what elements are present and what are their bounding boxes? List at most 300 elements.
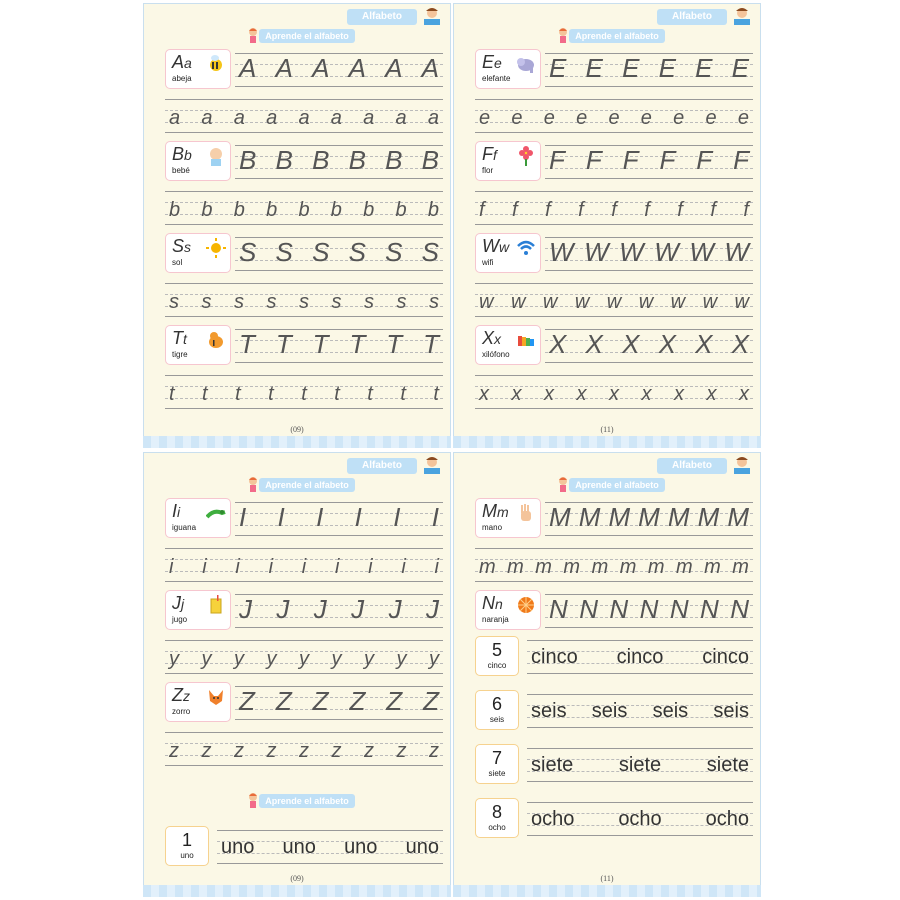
trace-letter: t xyxy=(301,383,307,405)
letter-card xyxy=(165,498,231,538)
handwriting-lines xyxy=(475,191,753,225)
trace-letter: T xyxy=(386,329,403,359)
trace-letter: N xyxy=(639,594,659,624)
subtitle-ribbon: Aprende el alfabeto xyxy=(259,29,355,43)
trace-letter: s xyxy=(299,291,309,313)
trace-letter: t xyxy=(367,383,373,405)
page-bottom-border xyxy=(143,436,451,448)
trace-letter: b xyxy=(298,199,310,221)
lowercase-row xyxy=(453,279,761,325)
number-card xyxy=(475,744,519,784)
letter-word: bebé xyxy=(172,166,190,175)
trace-letter: S xyxy=(421,237,439,267)
letter-row xyxy=(453,590,761,636)
handwriting-lines xyxy=(527,640,753,674)
letter-pair: Bb xyxy=(172,144,192,164)
trace-letter: b xyxy=(266,199,278,221)
trace-letter: B xyxy=(239,145,257,175)
trace-letter: m xyxy=(619,556,637,578)
trace-word: uno xyxy=(282,836,316,858)
letter-row xyxy=(453,325,761,371)
trace-letter: W xyxy=(619,237,644,267)
trace-word: siete xyxy=(706,754,749,776)
letter-pair: Ii xyxy=(172,501,181,521)
trace-letter: y xyxy=(429,648,439,670)
trace-letter: m xyxy=(704,556,721,578)
trace-letter: i xyxy=(334,556,340,578)
trace-letter: X xyxy=(658,329,676,359)
xylophone-icon xyxy=(516,330,536,350)
trace-letter: a xyxy=(201,107,213,129)
trace-letter: J xyxy=(276,594,290,624)
trace-letter: N xyxy=(700,594,719,624)
trace-letter: B xyxy=(312,145,330,175)
trace-letter: J xyxy=(425,594,439,624)
letter-card xyxy=(475,325,541,365)
letter-card xyxy=(165,233,231,273)
tracing-letters[interactable] xyxy=(545,592,753,626)
trace-letter: f xyxy=(512,199,518,221)
letter-card xyxy=(165,590,231,630)
tracing-letters[interactable] xyxy=(475,101,753,135)
trace-letter: s xyxy=(201,291,212,313)
trace-letter: y xyxy=(396,648,407,670)
tracing-letters[interactable] xyxy=(235,327,443,361)
trace-letter: s xyxy=(266,291,277,313)
trace-word: seis xyxy=(531,700,567,722)
alphabet-ribbon: Alfabeto xyxy=(657,9,727,25)
trace-letter: F xyxy=(622,145,639,175)
trace-letter: T xyxy=(239,329,255,359)
trace-letter: M xyxy=(608,502,631,532)
handwriting-lines xyxy=(527,748,753,782)
trace-letter: m xyxy=(675,556,693,578)
tracing-words[interactable] xyxy=(527,640,753,674)
trace-letter: x xyxy=(544,383,554,405)
tracing-letters[interactable] xyxy=(545,51,753,85)
trace-letter: a xyxy=(427,107,439,129)
tracing-letters[interactable] xyxy=(235,143,443,177)
trace-letter: M xyxy=(667,502,690,532)
letter-word: naranja xyxy=(482,615,509,624)
tracing-letters[interactable] xyxy=(165,642,443,676)
letter-card xyxy=(475,141,541,181)
trace-letter: m xyxy=(591,556,609,578)
fox-icon xyxy=(206,687,226,707)
trace-letter: i xyxy=(434,556,439,578)
bee-icon xyxy=(206,54,226,74)
trace-letter: e xyxy=(608,107,620,129)
trace-letter: M xyxy=(578,502,601,532)
letter-word: jugo xyxy=(172,615,188,624)
number-digit: 5 xyxy=(491,640,502,660)
number-digit: 7 xyxy=(491,748,502,768)
trace-letter: F xyxy=(733,145,749,175)
trace-letter: w xyxy=(670,291,686,313)
letter-card xyxy=(475,498,541,538)
lowercase-row xyxy=(453,187,761,233)
tracing-letters[interactable] xyxy=(235,684,443,718)
tracing-words[interactable] xyxy=(217,830,443,864)
trace-letter: W xyxy=(689,237,714,267)
trace-letter: t xyxy=(433,383,439,405)
tracing-letters[interactable] xyxy=(475,285,753,319)
trace-letter: I xyxy=(393,502,401,532)
trace-letter: Z xyxy=(312,686,329,716)
handwriting-lines xyxy=(165,640,443,674)
number-word: seis xyxy=(489,715,505,724)
trace-letter: Z xyxy=(239,686,255,716)
trace-letter: x xyxy=(739,383,749,405)
trace-letter: e xyxy=(511,107,523,129)
trace-letter: e xyxy=(640,107,652,129)
tracing-letters[interactable] xyxy=(235,500,443,534)
letter-row xyxy=(143,498,451,544)
trace-letter: w xyxy=(702,291,718,313)
handwriting-lines xyxy=(545,237,753,271)
trace-letter: Z xyxy=(275,686,292,716)
trace-letter: t xyxy=(268,383,274,405)
trace-letter: a xyxy=(233,107,245,129)
worksheet-page xyxy=(143,452,451,897)
handwriting-lines xyxy=(235,594,443,628)
trace-letter: w xyxy=(510,291,526,313)
page-bottom-border xyxy=(143,885,451,897)
trace-letter: A xyxy=(348,53,366,83)
alphabet-ribbon: Alfabeto xyxy=(657,458,727,474)
trace-word: ocho xyxy=(618,808,662,830)
trace-letter: B xyxy=(348,145,366,175)
trace-letter: M xyxy=(697,502,720,532)
trace-letter: M xyxy=(727,502,749,532)
trace-letter: m xyxy=(507,556,524,578)
trace-letter: X xyxy=(695,329,713,359)
number-word: cinco xyxy=(487,661,507,670)
trace-letter: t xyxy=(169,383,175,405)
page-number: (11) xyxy=(600,425,614,434)
trace-letter: e xyxy=(673,107,685,129)
trace-letter: b xyxy=(233,199,245,221)
letter-card xyxy=(165,682,231,722)
trace-letter: T xyxy=(312,329,329,359)
alphabet-ribbon: Alfabeto xyxy=(347,9,417,25)
trace-letter: y xyxy=(169,648,179,670)
trace-letter: a xyxy=(169,107,181,129)
number-word: siete xyxy=(488,769,506,778)
trace-letter: W xyxy=(654,237,679,267)
letter-row xyxy=(143,233,451,279)
trace-letter: e xyxy=(737,107,749,129)
handwriting-lines xyxy=(235,53,443,87)
trace-letter: N xyxy=(579,594,598,624)
trace-letter: f xyxy=(710,199,716,221)
trace-letter: x xyxy=(706,383,717,405)
trace-letter: z xyxy=(169,740,179,762)
letter-card xyxy=(165,325,231,365)
trace-letter: b xyxy=(169,199,181,221)
trace-letter: i xyxy=(202,556,207,578)
trace-letter: b xyxy=(395,199,407,221)
letter-pair: Ss xyxy=(172,236,192,256)
trace-word: ocho xyxy=(705,808,749,830)
letter-row xyxy=(143,682,451,728)
child-reading-icon xyxy=(421,7,443,27)
subtitle-ribbon: Aprende el alfabeto xyxy=(259,794,355,808)
tracing-letters[interactable] xyxy=(475,377,753,411)
trace-letter: y xyxy=(234,648,244,670)
girl-icon xyxy=(557,27,569,43)
lowercase-row xyxy=(453,371,761,417)
trace-letter: z xyxy=(429,740,439,762)
trace-word: ocho xyxy=(531,808,575,830)
handwriting-lines xyxy=(475,99,753,133)
girl-icon xyxy=(557,476,569,492)
handwriting-lines xyxy=(235,686,443,720)
handwriting-lines xyxy=(545,145,753,179)
handwriting-lines xyxy=(475,375,753,409)
trace-letter: y xyxy=(299,648,309,670)
trace-letter: E xyxy=(622,53,640,83)
trace-letter: Z xyxy=(423,686,439,716)
tracing-letters[interactable] xyxy=(165,734,443,768)
alphabet-ribbon: Alfabeto xyxy=(347,458,417,474)
trace-letter: F xyxy=(696,145,713,175)
child-reading-icon xyxy=(421,456,443,476)
lowercase-row xyxy=(143,371,451,417)
trace-letter: Z xyxy=(386,686,403,716)
trace-letter: s xyxy=(234,291,244,313)
worksheet-page xyxy=(453,3,761,448)
trace-letter: M xyxy=(638,502,660,532)
letter-row xyxy=(453,49,761,95)
letter-card xyxy=(475,49,541,89)
girl-icon xyxy=(247,792,259,808)
trace-letter: s xyxy=(429,291,439,313)
trace-letter: a xyxy=(363,107,375,129)
trace-letter: A xyxy=(275,53,293,83)
tracing-letters[interactable] xyxy=(235,51,443,85)
letter-word: tigre xyxy=(172,350,188,359)
trace-letter: I xyxy=(316,502,324,532)
worksheet-page xyxy=(143,3,451,448)
trace-letter: s xyxy=(331,291,342,313)
lowercase-row xyxy=(143,544,451,590)
tracing-letters[interactable] xyxy=(235,592,443,626)
trace-letter: f xyxy=(644,199,650,221)
letter-pair: Mm xyxy=(482,501,509,521)
trace-letter: f xyxy=(479,199,485,221)
letter-pair: Ww xyxy=(482,236,510,256)
letter-row xyxy=(453,233,761,279)
trace-letter: J xyxy=(313,594,327,624)
handwriting-lines xyxy=(545,53,753,87)
trace-letter: B xyxy=(385,145,403,175)
lowercase-row xyxy=(143,95,451,141)
letter-card xyxy=(475,590,541,630)
trace-letter: i xyxy=(235,556,240,578)
letter-row xyxy=(143,590,451,636)
trace-letter: X xyxy=(549,329,567,359)
child-reading-icon xyxy=(731,456,753,476)
tracing-letters[interactable] xyxy=(545,143,753,177)
tracing-letters[interactable] xyxy=(165,377,443,411)
letter-card xyxy=(165,141,231,181)
letter-row xyxy=(143,49,451,95)
trace-letter: N xyxy=(669,594,689,624)
trace-letter: t xyxy=(400,383,406,405)
handwriting-lines xyxy=(165,191,443,225)
tracing-letters[interactable] xyxy=(235,235,443,269)
trace-letter: X xyxy=(622,329,640,359)
letter-word: mano xyxy=(482,523,503,532)
trace-letter: i xyxy=(169,556,174,578)
trace-letter: m xyxy=(479,556,496,578)
trace-letter: Z xyxy=(349,686,366,716)
trace-letter: e xyxy=(576,107,588,129)
trace-letter: E xyxy=(695,53,713,83)
number-digit: 1 xyxy=(181,830,192,850)
letter-word: wifi xyxy=(482,258,494,267)
trace-letter: z xyxy=(201,740,212,762)
letter-pair: Jj xyxy=(172,593,185,613)
trace-letter: z xyxy=(299,740,309,762)
trace-letter: x xyxy=(641,383,652,405)
trace-letter: i xyxy=(401,556,406,578)
tiger-icon xyxy=(206,330,226,350)
lowercase-row xyxy=(143,728,451,774)
trace-letter: f xyxy=(677,199,683,221)
trace-letter: i xyxy=(368,556,373,578)
trace-letter: w xyxy=(606,291,622,313)
trace-letter: S xyxy=(312,237,330,267)
handwriting-lines xyxy=(545,329,753,363)
trace-letter: F xyxy=(585,145,602,175)
trace-letter: f xyxy=(545,199,551,221)
number-word: ocho xyxy=(488,823,506,832)
trace-letter: y xyxy=(201,648,212,670)
tracing-letters[interactable] xyxy=(545,500,753,534)
trace-letter: m xyxy=(647,556,665,578)
letter-card xyxy=(165,49,231,89)
page-number: (09) xyxy=(290,425,304,434)
tracing-letters[interactable] xyxy=(545,235,753,269)
girl-icon xyxy=(247,27,259,43)
trace-letter: w xyxy=(574,291,590,313)
handwriting-lines xyxy=(475,283,753,317)
trace-letter: A xyxy=(239,53,257,83)
tracing-letters[interactable] xyxy=(165,550,443,584)
trace-letter: S xyxy=(348,237,366,267)
trace-letter: e xyxy=(479,107,491,129)
trace-letter: x xyxy=(609,383,619,405)
tracing-letters[interactable] xyxy=(475,193,753,227)
trace-letter: z xyxy=(331,740,342,762)
trace-word: seis xyxy=(652,700,689,722)
trace-letter: w xyxy=(479,291,494,313)
trace-letter: a xyxy=(395,107,407,129)
tracing-letters[interactable] xyxy=(475,550,753,584)
handwriting-lines xyxy=(545,594,753,628)
trace-letter: z xyxy=(266,740,277,762)
trace-word: seis xyxy=(591,700,628,722)
letter-pair: Aa xyxy=(172,52,192,72)
trace-letter: e xyxy=(705,107,717,129)
number-row xyxy=(453,798,761,844)
trace-letter: b xyxy=(330,199,342,221)
trace-letter: A xyxy=(421,53,439,83)
iguana-icon xyxy=(206,503,226,523)
handwriting-lines xyxy=(235,502,443,536)
tracing-words[interactable] xyxy=(527,748,753,782)
trace-letter: e xyxy=(543,107,555,129)
handwriting-lines xyxy=(165,732,443,766)
tracing-words[interactable] xyxy=(527,802,753,836)
handwriting-lines xyxy=(545,502,753,536)
trace-letter: s xyxy=(364,291,374,313)
trace-letter: f xyxy=(578,199,584,221)
trace-letter: x xyxy=(576,383,587,405)
trace-letter: I xyxy=(239,502,247,532)
trace-letter: W xyxy=(724,237,749,267)
trace-word: uno xyxy=(344,836,378,858)
letter-pair: Xx xyxy=(482,328,502,348)
trace-letter: E xyxy=(658,53,676,83)
trace-letter: z xyxy=(364,740,374,762)
trace-letter: y xyxy=(331,648,342,670)
number-word: uno xyxy=(180,851,194,860)
lowercase-row xyxy=(143,279,451,325)
trace-word: siete xyxy=(531,754,574,776)
letter-row xyxy=(453,141,761,187)
trace-letter: i xyxy=(268,556,274,578)
trace-letter: b xyxy=(201,199,213,221)
tracing-letters[interactable] xyxy=(165,101,443,135)
letter-word: elefante xyxy=(482,74,511,83)
letter-row xyxy=(143,141,451,187)
letter-row xyxy=(453,498,761,544)
letter-pair: Zz xyxy=(172,685,190,705)
tracing-letters[interactable] xyxy=(545,327,753,361)
handwriting-lines xyxy=(165,283,443,317)
trace-letter: y xyxy=(364,648,374,670)
handwriting-lines xyxy=(165,99,443,133)
trace-letter: a xyxy=(298,107,310,129)
child-reading-icon xyxy=(731,7,753,27)
subtitle-ribbon: Aprende el alfabeto xyxy=(259,478,355,492)
wifi-icon xyxy=(516,238,536,258)
trace-letter: A xyxy=(312,53,330,83)
trace-letter: a xyxy=(330,107,342,129)
trace-letter: E xyxy=(549,53,567,83)
trace-letter: w xyxy=(638,291,654,313)
trace-letter: X xyxy=(731,329,749,359)
tracing-words[interactable] xyxy=(527,694,753,728)
handwriting-lines xyxy=(527,802,753,836)
trace-letter: N xyxy=(549,594,568,624)
number-row xyxy=(453,690,761,736)
subtitle-ribbon: Aprende el alfabeto xyxy=(569,478,665,492)
lowercase-row xyxy=(143,187,451,233)
tracing-letters[interactable] xyxy=(165,193,443,227)
letter-word: zorro xyxy=(172,707,191,716)
tracing-letters[interactable] xyxy=(165,285,443,319)
letter-word: iguana xyxy=(172,523,197,532)
trace-word: cinco xyxy=(616,646,664,668)
trace-letter: A xyxy=(385,53,403,83)
lowercase-row xyxy=(143,636,451,682)
trace-letter: f xyxy=(743,199,749,221)
trace-letter: J xyxy=(351,594,365,624)
